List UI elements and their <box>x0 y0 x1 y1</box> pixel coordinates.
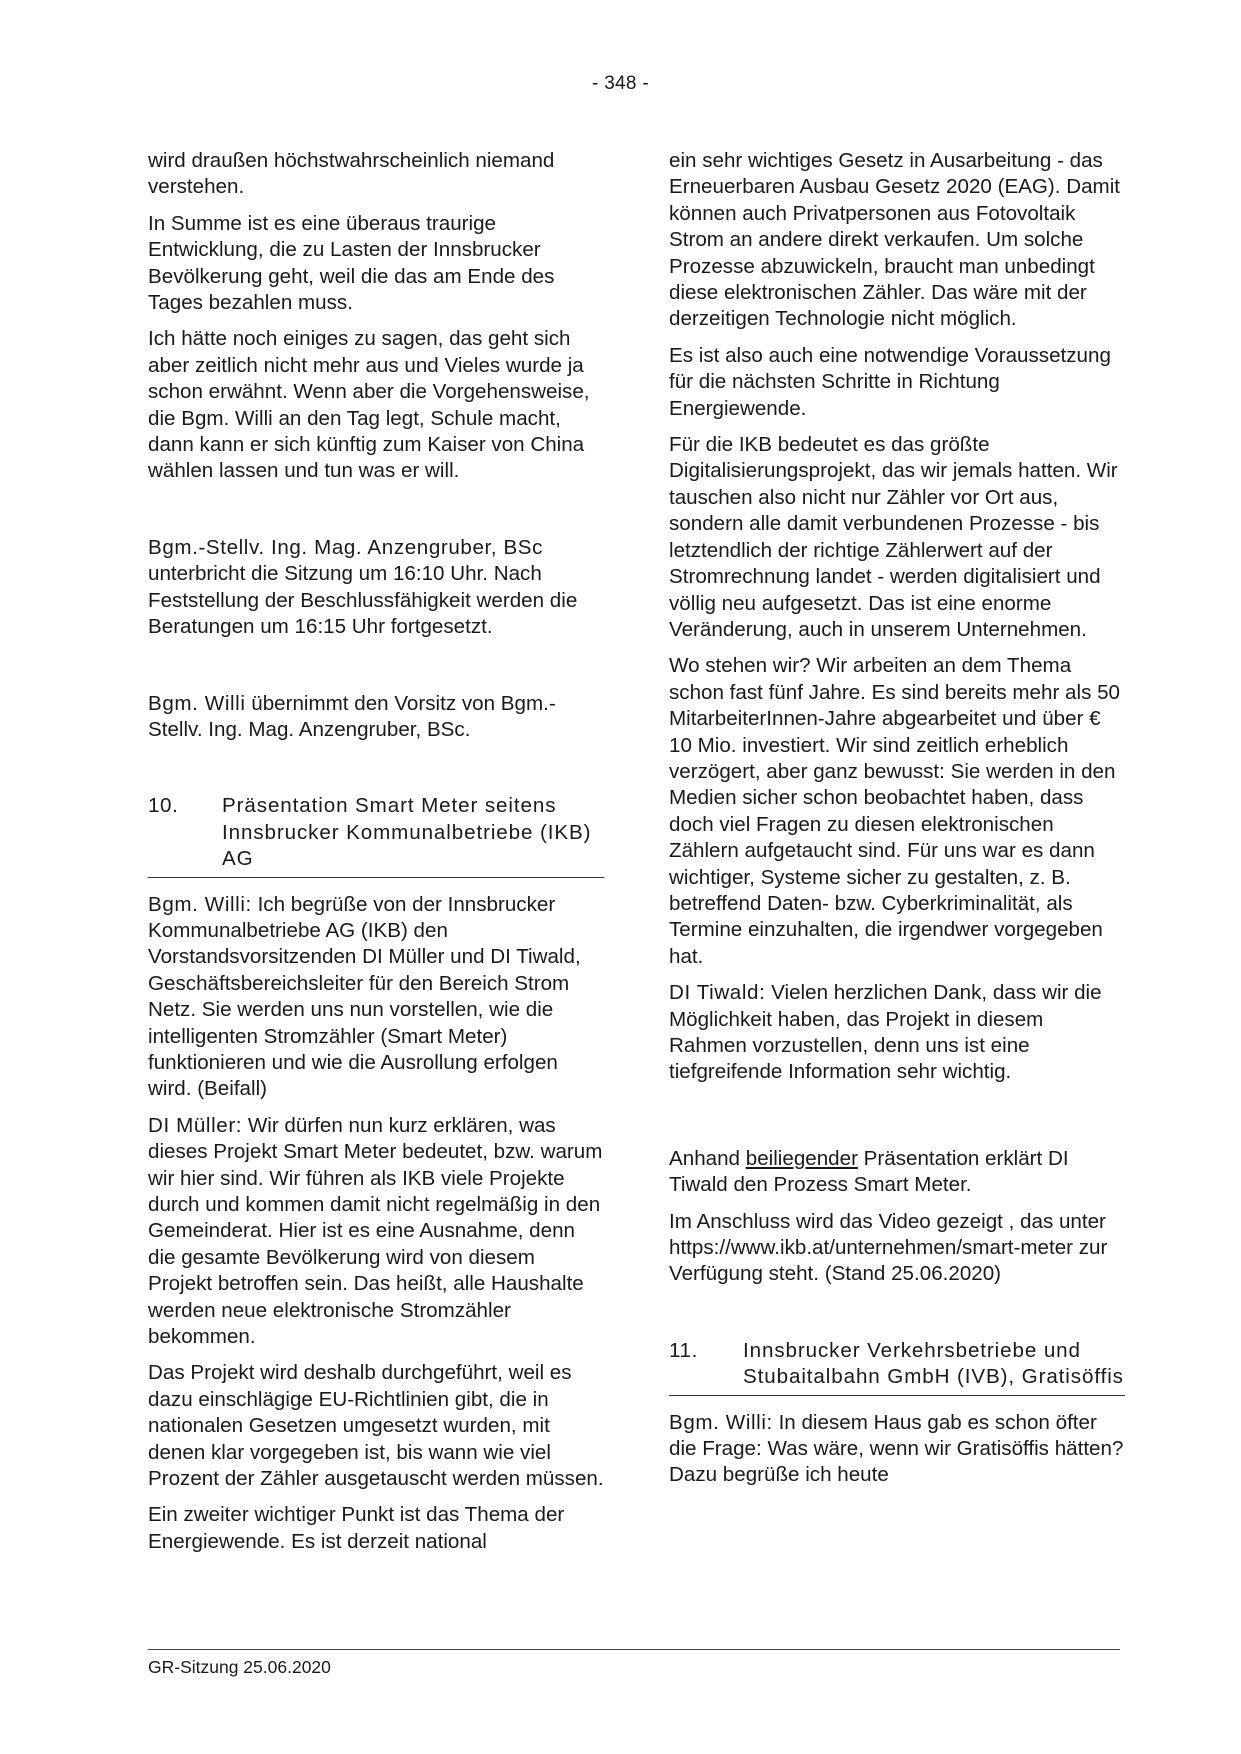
chair-change-note: Bgm. Willi übernimmt den Vorsitz von Bgm.-Stellv. Ing. Mag. Anzengruber, BSc. <box>148 691 556 741</box>
agenda-title: Innsbrucker Verkehrsbetriebe und Stubaitalbahn GmbH (IVB), Gratisöffis <box>743 1338 1124 1389</box>
speaker-name: Bgm. Willi <box>148 691 246 715</box>
agenda-item-11 <box>669 1338 1125 1396</box>
footer-divider <box>148 1649 1120 1650</box>
paragraph: Für die IKB bedeutet es das größte Digitalisierungsprojekt, das wir jemals hatten. Wir tauschen also nicht nur Zähler vor Ort aus, sondern alle damit verbundenen Prozesse - bis letztendlich der richtige Zählerwert auf der Stromrechnung landet - werden digitalisiert und völlig neu aufgesetzt. Das ist eine enorme Veränderung, auch in unserem Unternehmen. <box>669 433 1118 641</box>
presentation-note: Anhand beiliegender Präsentation erklärt DI Tiwald den Prozess Smart Meter. <box>669 1146 1069 1197</box>
speech: DI Tiwald: Vielen herzlichen Dank, dass wir die Möglichkeit haben, das Projekt in diesem Rahmen vorzustellen, denn uns ist eine tiefgreifende Information sehr wichtig. <box>669 981 1102 1084</box>
paragraph: Das Projekt wird deshalb durchgeführt, weil es dazu einschlägige EU-Richtlinien gibt, die in nationalen Gesetzen umgesetzt wurden, mit denen klar vorgegeben ist, bis wann wie viel Prozent der Zähler ausgetauscht werden müssen. <box>148 1361 604 1491</box>
paragraph: Ich hätte noch einiges zu sagen, das geht sich aber zeitlich nicht mehr aus und Vieles wurde ja schon erwähnt. Wenn aber die Vorgehensweise, die Bgm. Willi an den Tag legt, Schule macht, dann kann er sich künftig zum Kaiser von China wählen lassen und tun was er will. <box>148 327 590 483</box>
paragraph: ein sehr wichtiges Gesetz in Ausarbeitung - das Erneuerbaren Ausbau Gesetz 2020 (EAG). Damit können auch Privatpersonen aus Fotovoltaik Strom an andere direkt verkaufen. Um solche Prozesse abzuwickeln, braucht man unbedingt diese elektronischen Zähler. Das wäre mit der derzeitigen Technologie nicht möglich. <box>669 149 1121 331</box>
session-break-note: Bgm.-Stellv. Ing. Mag. Anzengruber, BSc unterbricht die Sitzung um 16:10 Uhr. Nach Feststellung der Beschlussfähigkeit werden die Beratungen um 16:15 Uhr fortgesetzt. <box>148 535 578 639</box>
agenda-number: 11. <box>669 1338 698 1362</box>
speech: Bgm. Willi: Ich begrüße von der Innsbrucker Kommunalbetriebe AG (IKB) den Vorstandsvorsitzenden DI Müller und DI Tiwald, Geschäftsbereichsleiter für den Bereich Strom Netz. Sie werden uns nun vorstellen, wie die intelligenten Stromzähler (Smart Meter) funktionieren und wie die Ausrollung erfolgen wird. (Beifall) <box>148 892 581 1101</box>
agenda-item-10 <box>148 793 604 877</box>
paragraph: Wo stehen wir? Wir arbeiten an dem Thema schon fast fünf Jahre. Es sind bereits mehr als 50 MitarbeiterInnen-Jahre abgearbeitet und über € 10 Mio. investiert. Wir sind zeitlich erheblich verzögert, aber ganz bewusst: Sie werden in den Medien sicher schon beobachtet haben, dass doch viel Fragen zu diesen elektronischen Zählern aufgetaucht sind. Für uns war es dann wichtiger, Systeme sicher zu gestalten, z. B. betreffend Daten- bzw. Cyberkriminalität, als Termine einzuhalten, die irgendwer vorgegeben hat. <box>669 654 1121 968</box>
speaker-name: Bgm.-Stellv. Ing. Mag. Anzengruber, BSc <box>148 535 544 559</box>
speaker-name: Bgm. Willi: <box>669 1410 773 1434</box>
paragraph: wird draußen höchstwahrscheinlich niemand verstehen. <box>148 149 555 199</box>
agenda-title: Präsentation Smart Meter seitens Innsbrucker Kommunalbetriebe (IKB) AG <box>222 794 592 871</box>
paragraph: Ein zweiter wichtiger Punkt ist das Thema der Energiewende. Es ist derzeit national <box>148 1503 565 1553</box>
left-column <box>148 148 604 1565</box>
right-column <box>669 148 1125 1499</box>
attachment-reference: beiliegender <box>745 1146 858 1170</box>
speech: DI Müller: Wir dürfen nun kurz erklären, was dieses Projekt Smart Meter bedeutet, bzw. warum wir hier sind. Wir führen als IKB viele Projekte durch und kommen damit nicht regelmäßig in den Gemeinderat. Hier ist es eine Ausnahme, denn die gesamte Bevölkerung wird von diesem Projekt betroffen sein. Das heißt, alle Haushalte werden neue elektronische Stromzähler bekommen. <box>148 1113 603 1349</box>
speaker-name: DI Tiwald: <box>669 981 766 1005</box>
speaker-name: Bgm. Willi: <box>148 892 252 916</box>
speech: Bgm. Willi: In diesem Haus gab es schon öfter die Frage: Was wäre, wenn wir Gratisöffis hätten? Dazu begrüße ich heute <box>669 1410 1124 1487</box>
paragraph: In Summe ist es eine überaus traurige Entwicklung, die zu Lasten der Innsbrucker Bevölkerung geht, weil die das am Ende des Tages bezahlen muss. <box>148 211 555 315</box>
paragraph: Es ist also auch eine notwendige Voraussetzung für die nächsten Schritte in Richtung Energiewende. <box>669 343 1111 420</box>
page-number: - 348 - <box>591 73 649 94</box>
video-note: Im Anschluss wird das Video gezeigt , das unter https://www.ikb.at/unternehmen/smart-meter zur Verfügung steht. (Stand 25.06.2020) <box>669 1209 1108 1286</box>
footer-text: GR-Sitzung 25.06.2020 <box>148 1657 331 1677</box>
speaker-name: DI Müller: <box>148 1113 243 1137</box>
agenda-number: 10. <box>148 794 179 818</box>
